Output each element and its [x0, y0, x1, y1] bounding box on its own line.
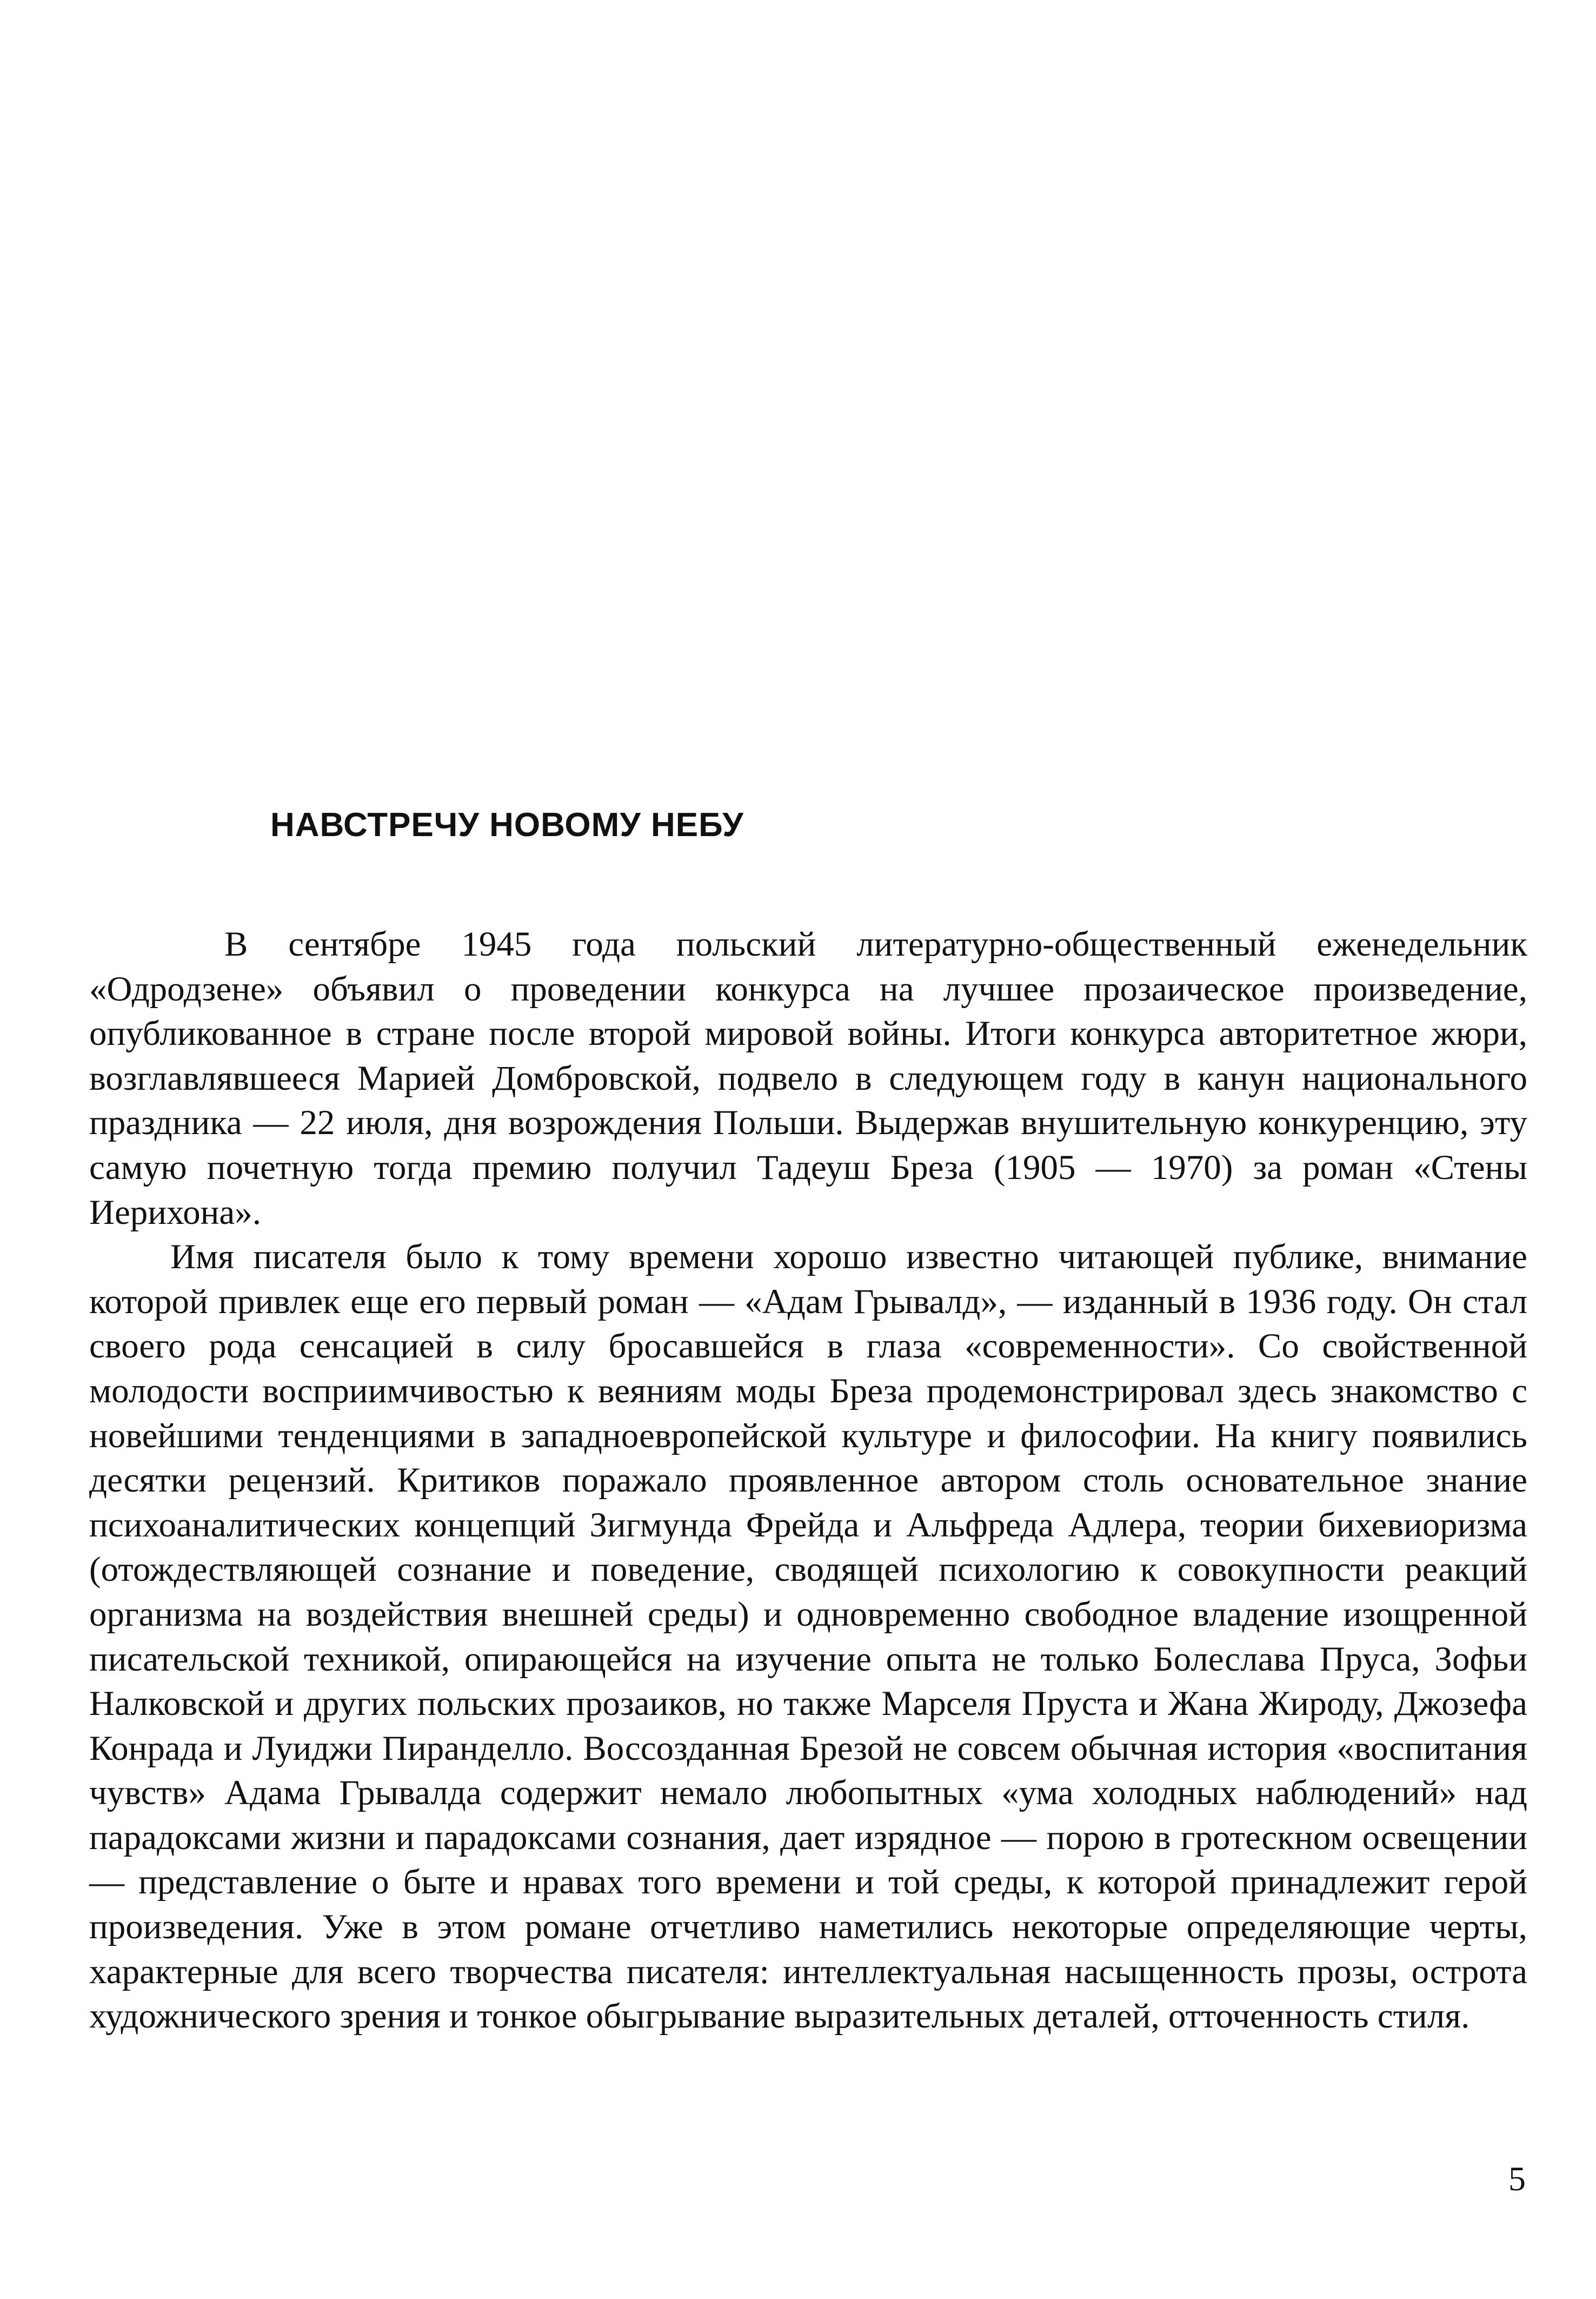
paragraph-2: Имя писателя было к тому времени хорошо известно читающей публике, внимание которой привлек еще его первый роман — «Адам Грывалд», — изданный в 1936 году. Он стал своего рода сенсацией в силу бросавшейся в глаза «современности». Со свойственной молодости восприимчивостью к веяниям моды Бреза продемонстрировал здесь знакомство с новейшими тенденциями в западноевропейской культуре и философии. На книгу появились десятки рецензий. Критиков поражало проявленное автором столь основательное знание психоаналитических концепций Зигмунда Фрейда и Альфреда Адлера, теории бихевиоризма (отождествляющей сознание и поведение, сводящей психологию к совокупности реакций организма на воздействия внешней среды) и одновременно свободное владение изощренной писательской техникой, опирающейся на изучение опыта не только Болеслава Пруса, Зофьи Налковской и других польских прозаиков, но также Марселя Пруста и Жана Жироду, Джозефа Конрада и Луиджи Пиранделло. Воссозданная Брезой не совсем обычная история «воспитания чувств» Адама Грывалда содержит немало любопытных «ума холодных наблюдений» над парадоксами жизни и парадоксами сознания, дает изрядное — порою в гротескном освещении — представление о быте и нравах того времени и той среды, к которой принадлежит герой произведения. Уже в этом романе отчетливо наметились некоторые определяющие черты, характерные для всего творчества писателя: интеллектуальная насыщенность прозы, острота художнического зрения и тонкое обыгрывание выразительных деталей, отточенность стиля.	[89, 1237, 1527, 2036]
chapter-title: НАВСТРЕЧУ НОВОМУ НЕБУ	[270, 806, 744, 844]
page-number: 5	[1508, 2159, 1526, 2198]
paragraph-1: В сентябре 1945 года польский литературно-общественный еженедельник «Одродзене» объявил о проведении конкурса на лучшее прозаическое произведение, опубликованное в стране после второй мировой войны. Итоги конкурса авторитетное жюри, возглавлявшееся Марией Домбровской, подвело в следующем году в канун национального праздника — 22 июля, дня возрождения Польши. Выдержав внушительную конкуренцию, эту самую почетную тогда премию получил Тадеуш Бреза (1905 — 1970) за роман «Стены Иерихона».	[89, 925, 1527, 1232]
body-text	[89, 922, 1527, 2039]
